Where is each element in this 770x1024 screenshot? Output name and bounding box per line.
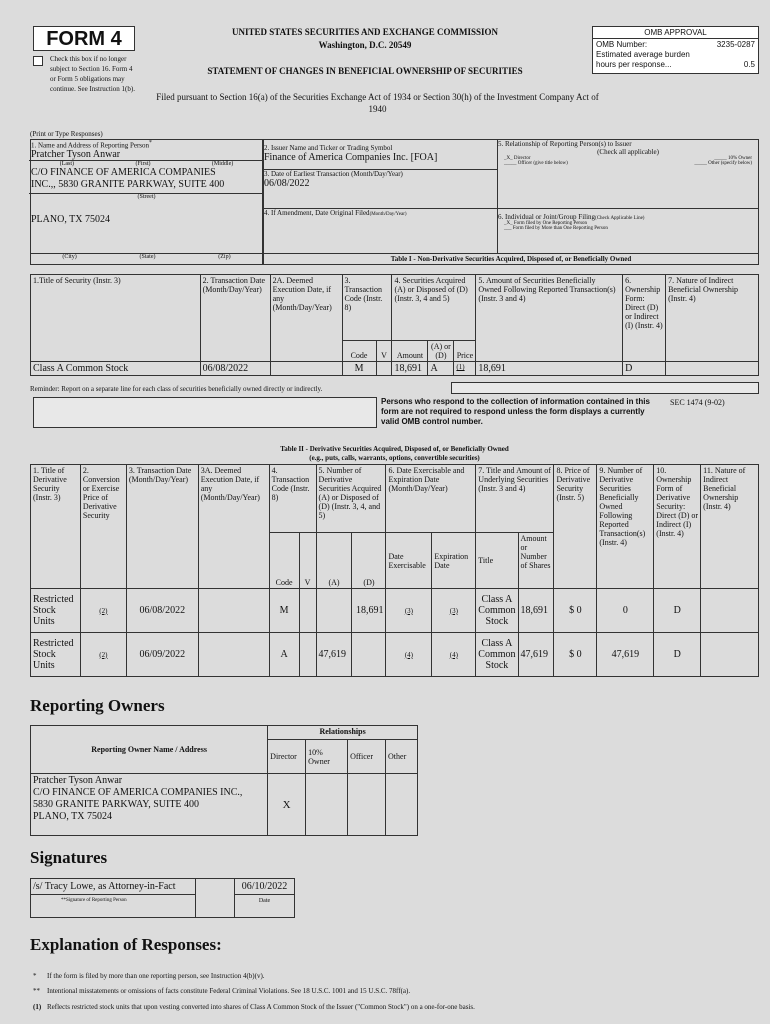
t1-h-acquired: 4. Securities Acquired (A) or Disposed of (D) (Instr. 3, 4 and 5): [392, 275, 476, 341]
agency-line2: Washington, D.C. 20549: [318, 40, 412, 50]
box1-city-row: [30, 253, 263, 265]
col-ten-pct: 10% Owner: [306, 740, 348, 774]
t2-h-date: 3. Transaction Date (Month/Day/Year): [126, 465, 198, 589]
box4-label: 4. If Amendment, Date Original Filed: [264, 209, 370, 217]
filed-pursuant: Filed pursuant to Section 16(a) of the Securities Exchange Act of 1934 or Section 30(h) of the Investment Company Act of 1940: [156, 92, 599, 114]
signature-box: [30, 878, 196, 918]
t2-sub-v: V: [299, 533, 316, 589]
t2-h-code: 4. Transaction Code (Instr. 8): [269, 465, 316, 533]
city-label: (City): [62, 254, 77, 260]
date-box: [234, 878, 295, 918]
table1-title-box: [263, 253, 759, 265]
signature-value[interactable]: /s/ Tracy Lowe, as Attorney-in-Fact: [31, 879, 195, 895]
box5-sub: (Check all applicable): [597, 148, 659, 156]
signature-label: **Signature of Reporting Person: [61, 898, 127, 903]
sec-code: SEC 1474 (9-02): [670, 398, 725, 407]
table-row: Restricted Stock Units (2) 06/08/2022 M 18,691 (3) (3) Class A Common Stock 18,691 $ 0 0 D: [31, 589, 759, 633]
t1-sub-price: Price: [454, 341, 476, 362]
col-officer: Officer: [348, 740, 386, 774]
footnote-link-1[interactable]: (1): [454, 362, 476, 376]
omb-burden-label: Estimated average burden: [596, 50, 690, 59]
signature-gap-box: [195, 878, 235, 918]
table1-non-derivative: [30, 274, 759, 376]
box5-relationship: [497, 139, 759, 209]
address-line2[interactable]: INC.,, 5830 GRANITE PARKWAY, SUITE 400: [31, 179, 225, 191]
city-state-zip[interactable]: PLANO, TX 75024: [31, 214, 110, 226]
earliest-transaction-date[interactable]: 06/08/2022: [264, 178, 310, 189]
box5-label: 5. Relationship of Reporting Person(s) to Issuer: [498, 140, 632, 148]
box3-label: 3. Date of Earliest Transaction (Month/Day/Year): [264, 170, 403, 178]
persons-blank-box: [33, 397, 377, 428]
t1-h-form: 6. Ownership Form: Direct (D) or Indirect (I) (Instr. 4): [623, 275, 666, 362]
t1-h-deemed: 2A. Deemed Execution Date, if any (Month/Day/Year): [270, 275, 342, 362]
footnote-link-4[interactable]: (4): [386, 633, 432, 677]
box4-amendment: [263, 208, 498, 254]
street-label: (Street): [29, 193, 264, 200]
checkbox-note: Check this box if no longer subject to Section 16. Form 4 or Form 5 obligations may continue. See Instruction 1(b).: [50, 55, 135, 93]
table-row: [31, 774, 418, 836]
t1-h-owned: 5. Amount of Securities Beneficially Owned Following Reported Transaction(s) (Instr. 3 and 4): [476, 275, 623, 362]
form-title: FORM 4: [46, 28, 122, 50]
director-option[interactable]: _X_ Director: [504, 156, 531, 161]
owner-line1: Pratcher Tyson Anwar: [33, 775, 123, 786]
box1-reporting-person: [30, 139, 263, 254]
t2-sub-amount: Amount or Number of Shares: [518, 533, 554, 589]
table2-subtitle: (e.g., puts, calls, warrants, options, convertible securities): [309, 454, 480, 462]
director-mark: X: [268, 774, 306, 836]
print-note: (Print or Type Responses): [30, 130, 103, 138]
box1-label: 1. Name and Address of Reporting Person: [31, 141, 150, 150]
col-owner-name: Reporting Owner Name / Address: [31, 726, 268, 774]
owner-line2: C/O FINANCE OF AMERICA COMPANIES INC.,: [33, 787, 243, 798]
footnote-1-text: Reflects restricted stock units that upon vesting converted into shares of Class A Common Stock of the Issuer ("Common Stock") on a one-for-one basis.: [47, 1003, 475, 1011]
no-longer-subject-checkbox[interactable]: [33, 56, 43, 66]
persons-note: Persons who respond to the collection of information contained in this form are not required to respond unless the form displays a currently valid OMB control number.: [381, 397, 650, 426]
statement-title: STATEMENT OF CHANGES IN BENEFICIAL OWNERSHIP OF SECURITIES: [207, 66, 523, 76]
footnote-double-star: ** Intentional misstatements or omissions of facts constitute Federal Criminal Violations. See 18 U.S.C. 1001 and 15 U.S.C. 78ff(a).: [33, 987, 411, 995]
reminder-blank-box: [451, 382, 759, 394]
address-line1[interactable]: C/O FINANCE OF AMERICA COMPANIES: [31, 167, 216, 179]
t2-h-owned: 9. Number of Derivative Securities Beneficially Owned Following Reported Transaction(s) (Instr. 4): [597, 465, 654, 589]
reminder: Reminder: Report on a separate line for each class of securities beneficially owned directly or indirectly.: [30, 385, 323, 393]
box2-label: 2. Issuer Name and Ticker or Trading Symbol: [264, 144, 393, 152]
filing-option-one[interactable]: _X_ Form filed by One Reporting Person: [504, 221, 588, 226]
explanation-heading: Explanation of Responses:: [30, 935, 222, 954]
t2-sub-exercisable: Date Exercisable: [386, 533, 432, 589]
t1-sub-v: V: [376, 341, 392, 362]
t1-h-title: 1.Title of Security (Instr. 3): [31, 275, 201, 362]
t1-sub-code: Code: [342, 341, 376, 362]
omb-hours-value: 0.5: [743, 60, 755, 69]
omb-hours-label: hours per response...: [596, 60, 672, 69]
ten-pct-option[interactable]: _____ 10% Owner: [714, 156, 752, 161]
footnote-1: (1) Reflects restricted stock units that upon vesting converted into shares of Class A Common Stock of the Issuer ("Common Stock") on a one-for-one basis.: [33, 1003, 475, 1011]
officer-option[interactable]: _____ Officer (give title below): [504, 161, 568, 166]
footnote-link-3[interactable]: (3): [386, 589, 432, 633]
date-label: Date: [258, 898, 271, 904]
col-director: Director: [268, 740, 306, 774]
form-title-box: [33, 26, 135, 51]
last-label: (Last): [59, 161, 75, 168]
footnote-link-4b[interactable]: (4): [432, 633, 476, 677]
t2-h-price: 8. Price of Derivative Security (Instr. 5): [554, 465, 597, 589]
middle-label: (Middle): [211, 161, 234, 168]
filing-option-more[interactable]: ___ Form filed by More than One Reporting Person: [504, 226, 608, 231]
box6-label: 6. Individual or Joint/Group Filing: [498, 213, 596, 221]
box3-earliest-date: [263, 169, 498, 209]
footnote-link-2b[interactable]: (2): [80, 633, 126, 677]
omb-number-label: OMB Number:: [596, 40, 648, 49]
table-row: Class A Common Stock 06/08/2022 M 18,691 A (1) 18,691 D: [31, 362, 759, 376]
reporting-owners-visible: [30, 725, 418, 836]
t2-h-number: 5. Number of Derivative Securities Acquired (A) or Disposed of (D) (Instr. 3, 4, and 5): [316, 465, 386, 533]
footnote-link-3b[interactable]: (3): [432, 589, 476, 633]
owner-line4: PLANO, TX 75024: [33, 811, 112, 822]
t2-h-nature: 11. Nature of Indirect Beneficial Ownership (Instr. 4): [701, 465, 759, 589]
signatures-heading: Signatures: [30, 848, 108, 867]
t1-sub-amount: Amount: [392, 341, 428, 362]
t1-sub-aord: (A) or (D): [428, 341, 454, 362]
t2-h-form: 10. Ownership Form of Derivative Security: Direct (D) or Indirect (I) (Instr. 4): [654, 465, 701, 589]
box6-filing: [497, 208, 759, 254]
t2-h-exercisable: 6. Date Exercisable and Expiration Date (Month/Day/Year): [386, 465, 476, 533]
box6-label-small: (Check Applicable Line): [595, 216, 645, 221]
t1-h-code: 3. Transaction Code (Instr. 8): [342, 275, 392, 341]
omb-title: OMB APPROVAL: [593, 27, 758, 39]
table1-title: Table I - Non-Derivative Securities Acquired, Disposed of, or Beneficially Owned: [390, 255, 632, 263]
agency-line1: UNITED STATES SECURITIES AND EXCHANGE COMMISSION: [232, 27, 498, 37]
footnote-link-2[interactable]: (2): [80, 589, 126, 633]
state-label: (State): [139, 254, 156, 260]
box2-issuer: [263, 139, 498, 170]
box1-label-mark: *: [149, 140, 152, 146]
col-other: Other: [386, 740, 418, 774]
t2-sub-title: Title: [476, 533, 518, 589]
zip-label: (Zip): [218, 254, 231, 260]
col-relationships: Relationships: [268, 726, 418, 740]
box4-label-small: (Month/Day/Year): [369, 212, 407, 217]
table2-title: Table II - Derivative Securities Acquired, Disposed of, or Beneficially Owned: [280, 445, 509, 453]
footnote-star: * If the form is filed by more than one reporting person, see Instruction 4(b)(v).: [33, 972, 265, 980]
t2-sub-expiration: Expiration Date: [432, 533, 476, 589]
t2-sub-a: (A): [316, 533, 352, 589]
signature-date[interactable]: 06/10/2022: [235, 879, 294, 895]
other-option[interactable]: _____ Other (specify below): [694, 161, 752, 166]
reporting-person-name[interactable]: Pratcher Tyson Anwar: [31, 149, 121, 161]
first-label: (First): [135, 161, 151, 168]
t2-h-underlying: 7. Title and Amount of Underlying Securities (Instr. 3 and 4): [476, 465, 554, 533]
t2-sub-d: (D): [352, 533, 386, 589]
reporting-owners-heading: Reporting Owners: [30, 696, 165, 715]
issuer-name[interactable]: Finance of America Companies Inc. [FOA]: [264, 152, 438, 163]
t2-sub-code: Code: [269, 533, 299, 589]
t1-h-date: 2. Transaction Date (Month/Day/Year): [200, 275, 270, 362]
t2-h-title: 1. Title of Derivative Security (Instr. 3): [31, 465, 81, 589]
footnote-double-star-text: Intentional misstatements or omissions of facts constitute Federal Criminal Violations. See 18 U.S.C. 1001 and 15 U.S.C. 78ff(a).: [47, 987, 411, 995]
footnote-star-text: If the form is filed by more than one reporting person, see Instruction 4(b)(v).: [47, 972, 265, 980]
omb-number-value: 3235-0287: [716, 40, 755, 49]
omb-box: [592, 26, 759, 74]
table-row: Restricted Stock Units (2) 06/09/2022 A 47,619 (4) (4) Class A Common Stock 47,619 $ 0 47,619 D: [31, 633, 759, 677]
t1-h-nature: 7. Nature of Indirect Beneficial Ownership (Instr. 4): [666, 275, 759, 362]
t2-h-conv: 2. Conversion or Exercise Price of Derivative Security: [80, 465, 126, 589]
table2-derivative: [30, 464, 759, 677]
owner-line3: 5830 GRANITE PARKWAY, SUITE 400: [33, 799, 200, 810]
t2-h-deemed: 3A. Deemed Execution Date, if any (Month/Day/Year): [198, 465, 269, 589]
